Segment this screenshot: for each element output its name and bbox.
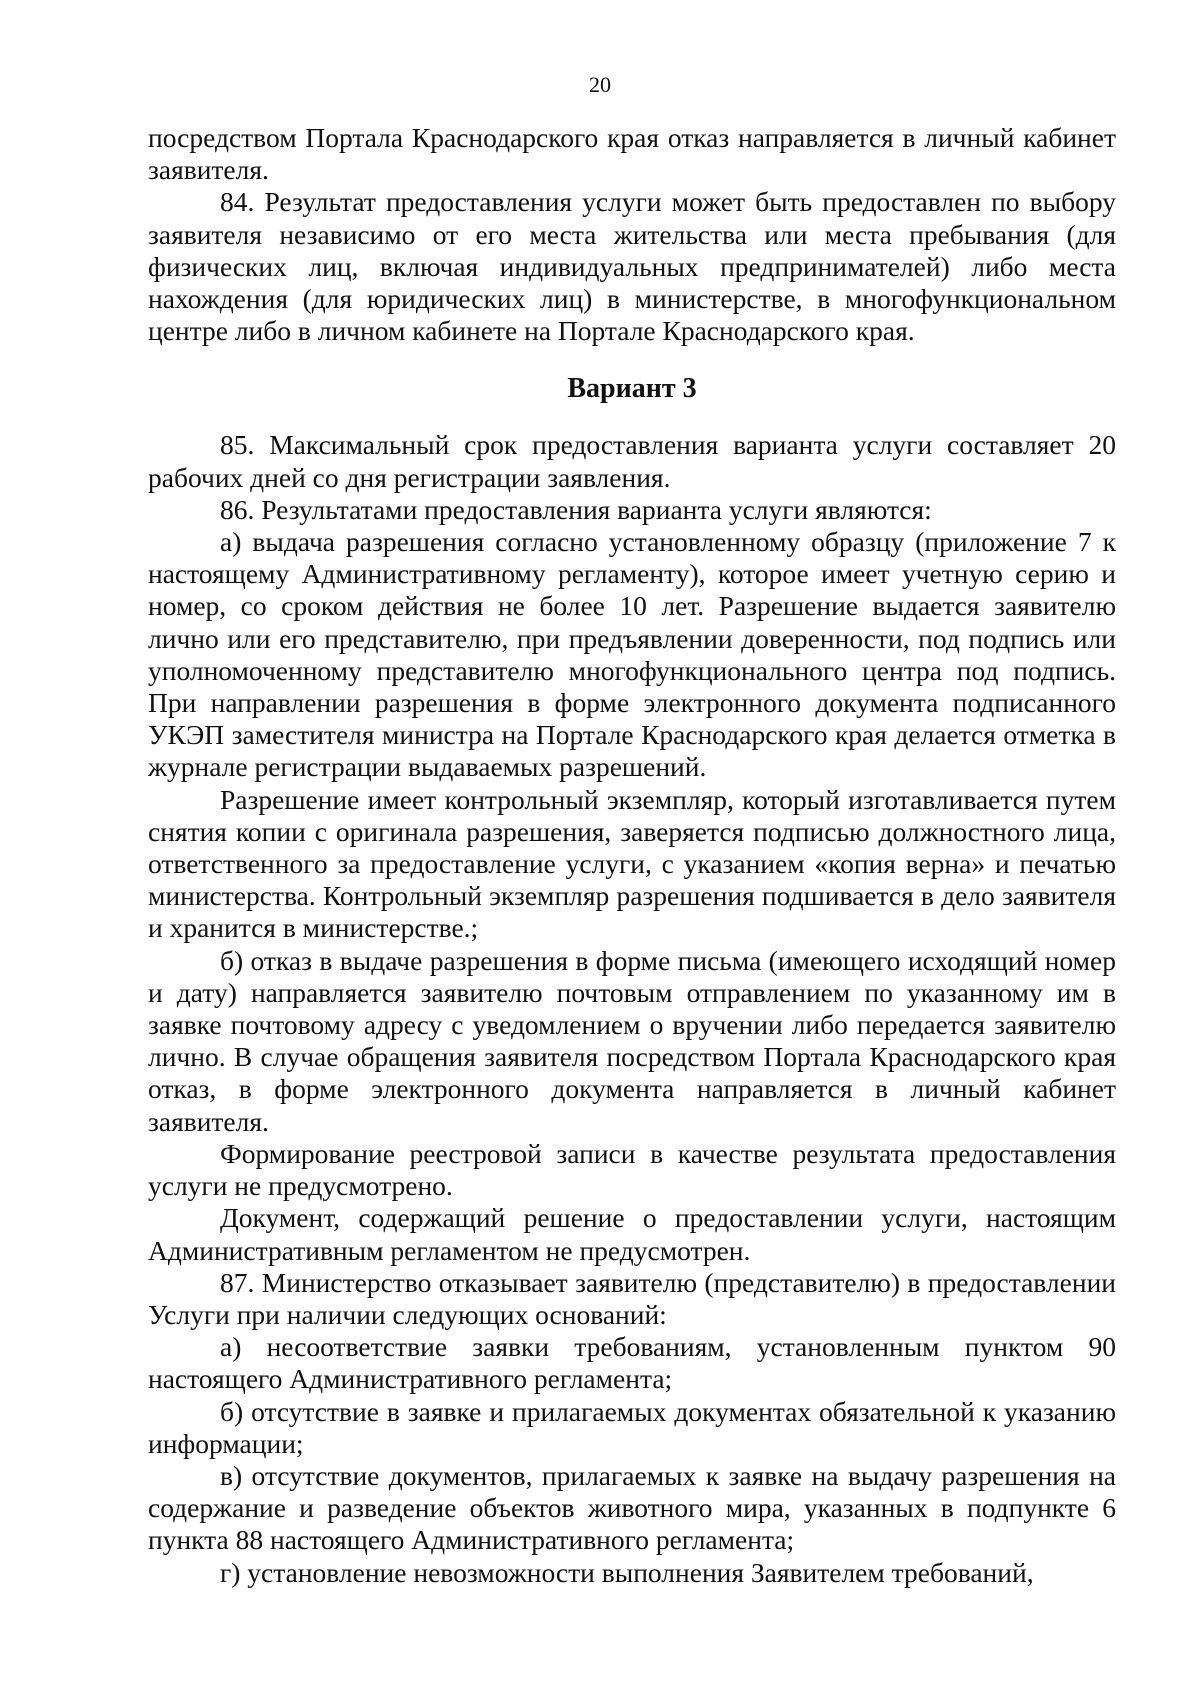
paragraph-87-g: г) установление невозможности выполнения Заявителем требований, <box>220 1556 1034 1588</box>
paragraph-87: 87. Министерство отказывает заявителю (представителю) в предоставлении Услуги при наличии следующих оснований: <box>148 1266 1116 1330</box>
paragraph-control-copy: Разрешение имеет контрольный экземпляр, который изготавливается путем снятия копии с оригинала разрешения, заверяется подписью должностного лица, ответственного за предоставление услуги, с указанием «копия верна» и печатью министерства. Контрольный экземпляр разрешения подшивается в дело заявителя и хранится в министерстве.; <box>148 783 1116 944</box>
section-heading: Вариант 3 <box>567 373 697 405</box>
page-number: 20 <box>589 72 611 97</box>
paragraph-registry-record: Формирование реестровой записи в качестве результата предоставления услуги не предусмотрено. <box>148 1137 1116 1202</box>
paragraph-decision-document: Документ, содержащий решение о предоставлении услуги, настоящим Административным регламентом не предусмотрен. <box>148 1202 1116 1266</box>
paragraph-86-a: а) выдача разрешения согласно установленному образцу (приложение 7 к настоящему Административному регламенту), которое имеет учетную серию и номер, со сроком действия не более 10 лет. Разрешение выдается заявителю лично или его представителю, при предъявлении доверенности, под подпись или уполномоченному представителю многофункционального центра под подпись. При направлении разрешения в форме электронного документа подписанного УКЭП заместителя министра на Портале Краснодарского края делается отметка в журнале регистрации выдаваемых разрешений. <box>148 526 1116 783</box>
document-body <box>148 122 1116 1589</box>
paragraph-85: 85. Максимальный срок предоставления варианта услуги составляет 20 рабочих дней со дня регистрации заявления. <box>148 429 1116 493</box>
paragraph-86: 86. Результатами предоставления варианта услуги являются: <box>220 493 932 525</box>
paragraph-87-v: в) отсутствие документов, прилагаемых к заявке на выдачу разрешения на содержание и разведение объектов животного мира, указанных в подпункте 6 пункта 88 настоящего Административного регламента; <box>148 1459 1116 1556</box>
paragraph-87-a: а) несоответствие заявки требованиям, установленным пунктом 90 настоящего Административного регламента; <box>148 1331 1116 1395</box>
paragraph-84: 84. Результат предоставления услуги может быть предоставлен по выбору заявителя независимо от его места жительства или места пребывания (для физических лиц, включая индивидуальных предпринимателей) либо места нахождения (для юридических лиц) в министерстве, в многофункциональном центре либо в личном кабинете на Портале Краснодарского края. <box>148 186 1116 347</box>
paragraph-87-b: б) отсутствие в заявке и прилагаемых документах обязательной к указанию информации; <box>148 1395 1116 1459</box>
paragraph-86-b: б) отказ в выдаче разрешения в форме письма (имеющего исходящий номер и дату) направляется заявителю почтовым отправлением по указанному им в заявке почтовому адресу с уведомлением о вручении либо передается заявителю лично. В случае обращения заявителя посредством Портала Краснодарского края отказ, в форме электронного документа направляется в личный кабинет заявителя. <box>148 944 1116 1137</box>
paragraph-continuation: посредством Портала Краснодарского края отказ направляется в личный кабинет заявителя. <box>148 122 1116 186</box>
